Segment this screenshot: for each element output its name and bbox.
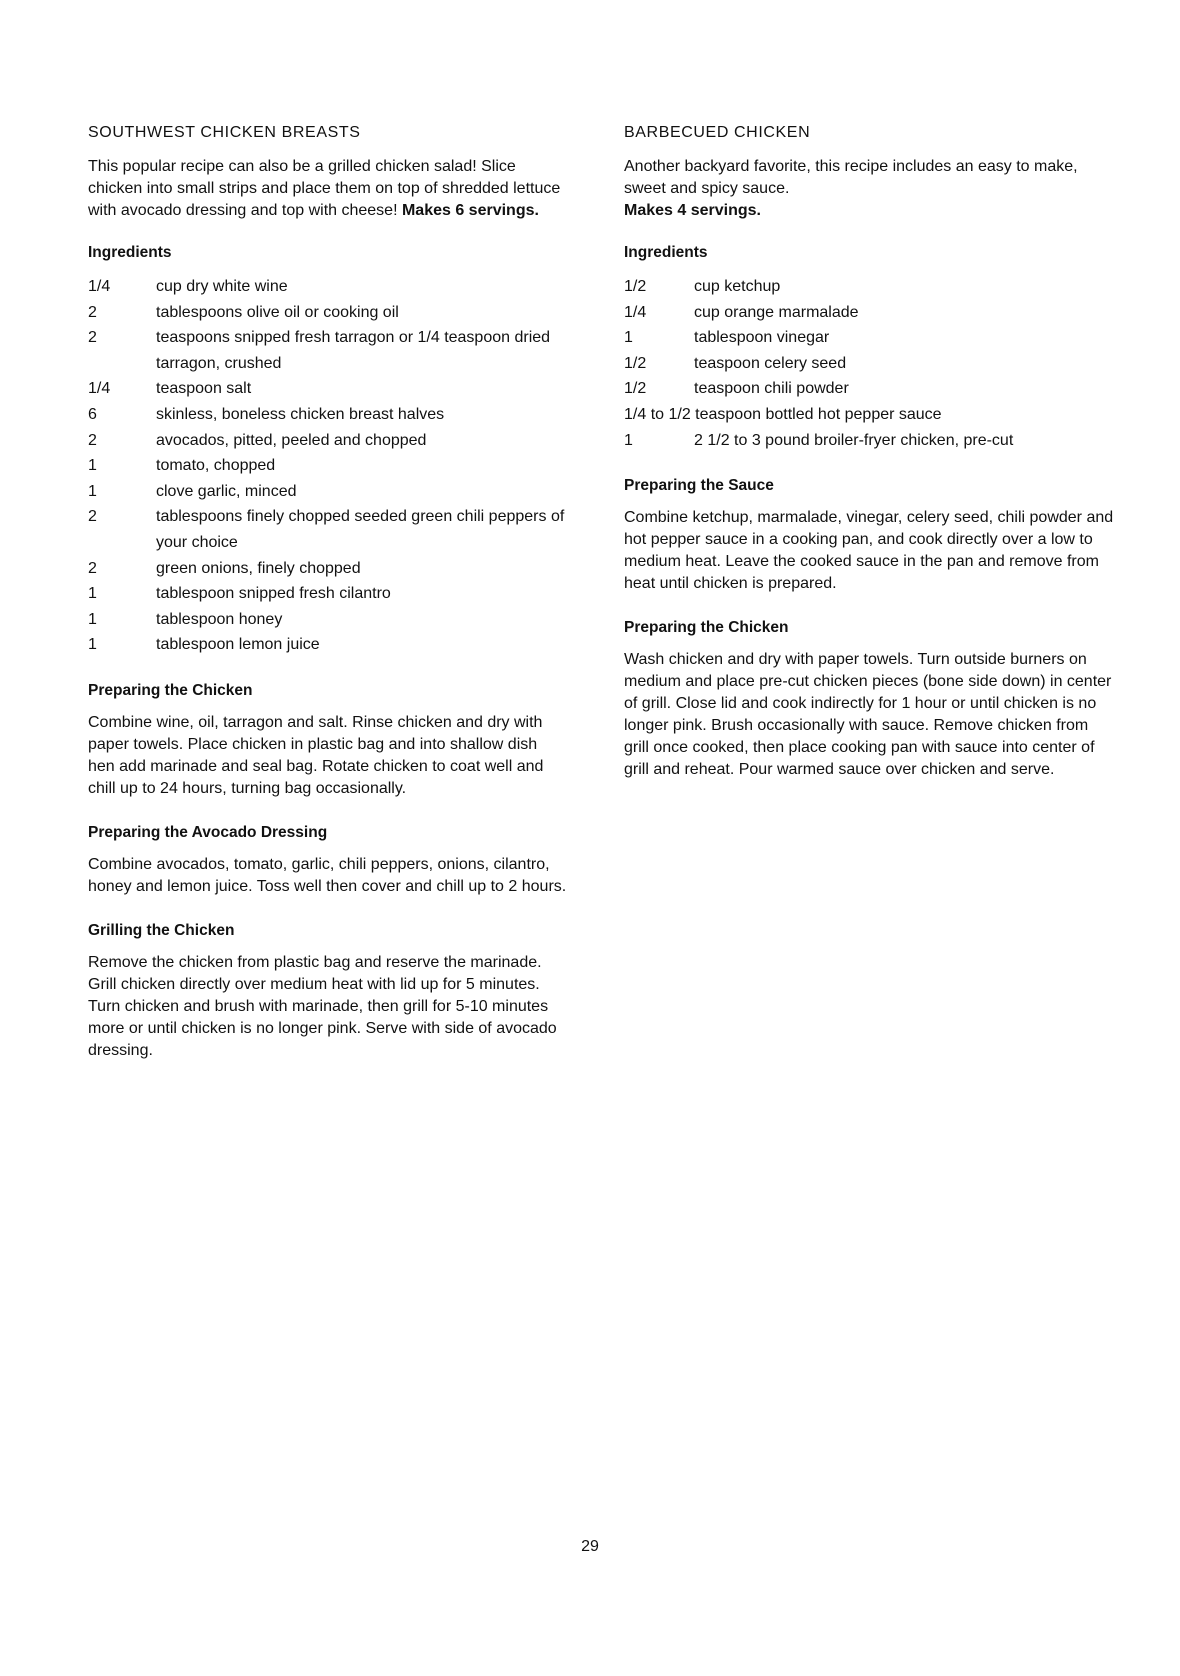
ingredient-text: tablespoon honey: [156, 610, 283, 628]
ingredient-text: green onions, finely chopped: [156, 559, 361, 577]
ingredient-item: [88, 274, 568, 300]
ingredient-item: [88, 504, 568, 555]
ingredient-text: tablespoon vinegar: [694, 329, 830, 347]
ingredient-qty: 2: [88, 303, 97, 321]
ingredient-item: [88, 376, 568, 402]
ingredient-item: [88, 556, 568, 582]
ingredient-item: [88, 428, 568, 454]
ingredient-qty: 1/4: [624, 303, 647, 321]
ingredient-qty: 1: [88, 585, 97, 603]
ingredient-item: [624, 376, 1114, 402]
ingredient-qty: 1: [624, 329, 633, 347]
ingredient-item: [88, 300, 568, 326]
ingredient-qty: 1: [88, 610, 97, 628]
barbecued-recipe: [624, 124, 1114, 781]
ingredient-item: [88, 453, 568, 479]
preparing-chicken-text: Combine wine, oil, tarragon and salt. Rinse chicken and dry with paper towels. Place chicken in plastic bag and into shallow dish hen add marinade and seal bag. Rotate chicken to coat well and chill up to 24 hours, turning bag occasionally.: [88, 713, 544, 797]
ingredient-qty: 1: [88, 482, 97, 500]
ingredient-item-wide: 1/4 to 1/2 teaspoon bottled hot pepper sauce: [624, 405, 942, 423]
ingredient-item: [88, 632, 568, 658]
ingredient-text: cup orange marmalade: [694, 303, 859, 321]
ingredient-qty: 1/2: [624, 380, 647, 398]
preparing-chicken-heading: Preparing the Chicken: [624, 619, 789, 637]
recipe-intro: Another backyard favorite, this recipe includes an easy to make, sweet and spicy sauce.: [624, 158, 1078, 197]
ingredient-item: [624, 428, 1114, 454]
ingredient-item: [624, 274, 1114, 300]
ingredient-qty: 1/2: [624, 354, 647, 372]
avocado-dressing-text: Combine avocados, tomato, garlic, chili peppers, onions, cilantro, honey and lemon juice. Toss well then cover and chill up to 2 hours.: [88, 855, 567, 895]
ingredient-item: [88, 581, 568, 607]
ingredient-text: tomato, chopped: [156, 457, 276, 475]
ingredient-text: teaspoon chili powder: [694, 380, 849, 398]
ingredient-text: 2 1/2 to 3 pound broiler-fryer chicken, pre-cut: [694, 431, 1014, 449]
ingredient-qty: 1: [88, 636, 97, 654]
ingredients-heading: Ingredients: [88, 244, 172, 261]
preparing-sauce-heading: Preparing the Sauce: [624, 477, 774, 495]
avocado-dressing-heading: Preparing the Avocado Dressing: [88, 823, 328, 841]
ingredient-item: [88, 325, 568, 376]
ingredient-text: tablespoons olive oil or cooking oil: [156, 303, 399, 321]
ingredient-qty: 1: [624, 431, 633, 449]
page-number: 29: [581, 1538, 599, 1555]
ingredient-list: [624, 274, 1114, 453]
grilling-heading: Grilling the Chicken: [88, 921, 235, 939]
ingredients-heading: Ingredients: [624, 244, 708, 261]
ingredient-item: [624, 325, 1114, 351]
servings: Makes 6 servings.: [401, 202, 539, 219]
preparing-chicken-text: Wash chicken and dry with paper towels. Turn outside burners on medium and place pre-cut chicken pieces (bone side down) in center of grill. Close lid and cook indirectly for 1 hour or until chicken is no longer pink. Brush occasionally with sauce. Remove chicken from grill once cooked, then place cooking pan with sauce into center of grill and reheat. Pour warmed sauce over chicken and serve.: [624, 651, 1112, 779]
recipe-title: BARBECUED CHICKEN: [624, 124, 811, 141]
ingredient-text: teaspoons snipped fresh tarragon or 1/4 teaspoon dried tarragon, crushed: [156, 329, 551, 372]
ingredient-item: [88, 402, 568, 428]
ingredient-text: clove garlic, minced: [156, 482, 297, 500]
ingredient-qty: 1/4: [88, 380, 111, 398]
ingredient-text: teaspoon salt: [156, 380, 252, 398]
preparing-sauce-text: Combine ketchup, marmalade, vinegar, celery seed, chili powder and hot pepper sauce in a cooking pan, and cook directly over a low to medium heat. Leave the cooked sauce in the pan and remove from heat until chicken is prepared.: [624, 509, 1114, 593]
intro-text: This popular recipe can also be a grilled chicken salad! Slice chicken into small strips and place them on top of shredded lettuce with avocado dressing and top with cheese!: [88, 158, 561, 219]
ingredient-item: [624, 351, 1114, 377]
ingredient-qty: 6: [88, 405, 97, 423]
southwest-recipe: [88, 124, 568, 1062]
grilling-text: Remove the chicken from plastic bag and reserve the marinade. Grill chicken directly over medium heat with lid up for 5 minutes. Turn chicken and brush with marinade, then grill for 5-10 minutes more or until chicken is no longer pink. Serve with side of avocado dressing.: [88, 953, 557, 1059]
recipe-title: SOUTHWEST CHICKEN BREASTS: [88, 124, 361, 141]
ingredient-qty: 1: [88, 457, 97, 475]
ingredient-text: cup dry white wine: [156, 278, 288, 295]
ingredient-text: teaspoon celery seed: [694, 354, 847, 372]
ingredient-qty: 2: [88, 508, 97, 526]
ingredient-qty: 2: [88, 559, 97, 577]
ingredient-qty: 1/2: [624, 278, 647, 295]
ingredient-text: avocados, pitted, peeled and chopped: [156, 431, 427, 449]
servings: Makes 4 servings.: [624, 202, 761, 219]
ingredient-qty: 2: [88, 431, 97, 449]
ingredient-item: [624, 300, 1114, 326]
ingredient-text: tablespoons finely chopped seeded green chili peppers of your choice: [156, 508, 565, 551]
ingredient-qty: 2: [88, 329, 97, 347]
preparing-chicken-heading: Preparing the Chicken: [88, 681, 253, 699]
ingredient-text: cup ketchup: [694, 278, 781, 295]
ingredient-text: skinless, boneless chicken breast halves: [156, 405, 445, 423]
ingredient-item: [88, 479, 568, 505]
ingredient-text: tablespoon snipped fresh cilantro: [156, 585, 391, 603]
ingredient-item: [88, 607, 568, 633]
ingredient-text: tablespoon lemon juice: [156, 636, 320, 654]
ingredient-list: [88, 274, 568, 658]
ingredient-qty: 1/4: [88, 278, 111, 295]
recipe-intro: [88, 156, 568, 222]
